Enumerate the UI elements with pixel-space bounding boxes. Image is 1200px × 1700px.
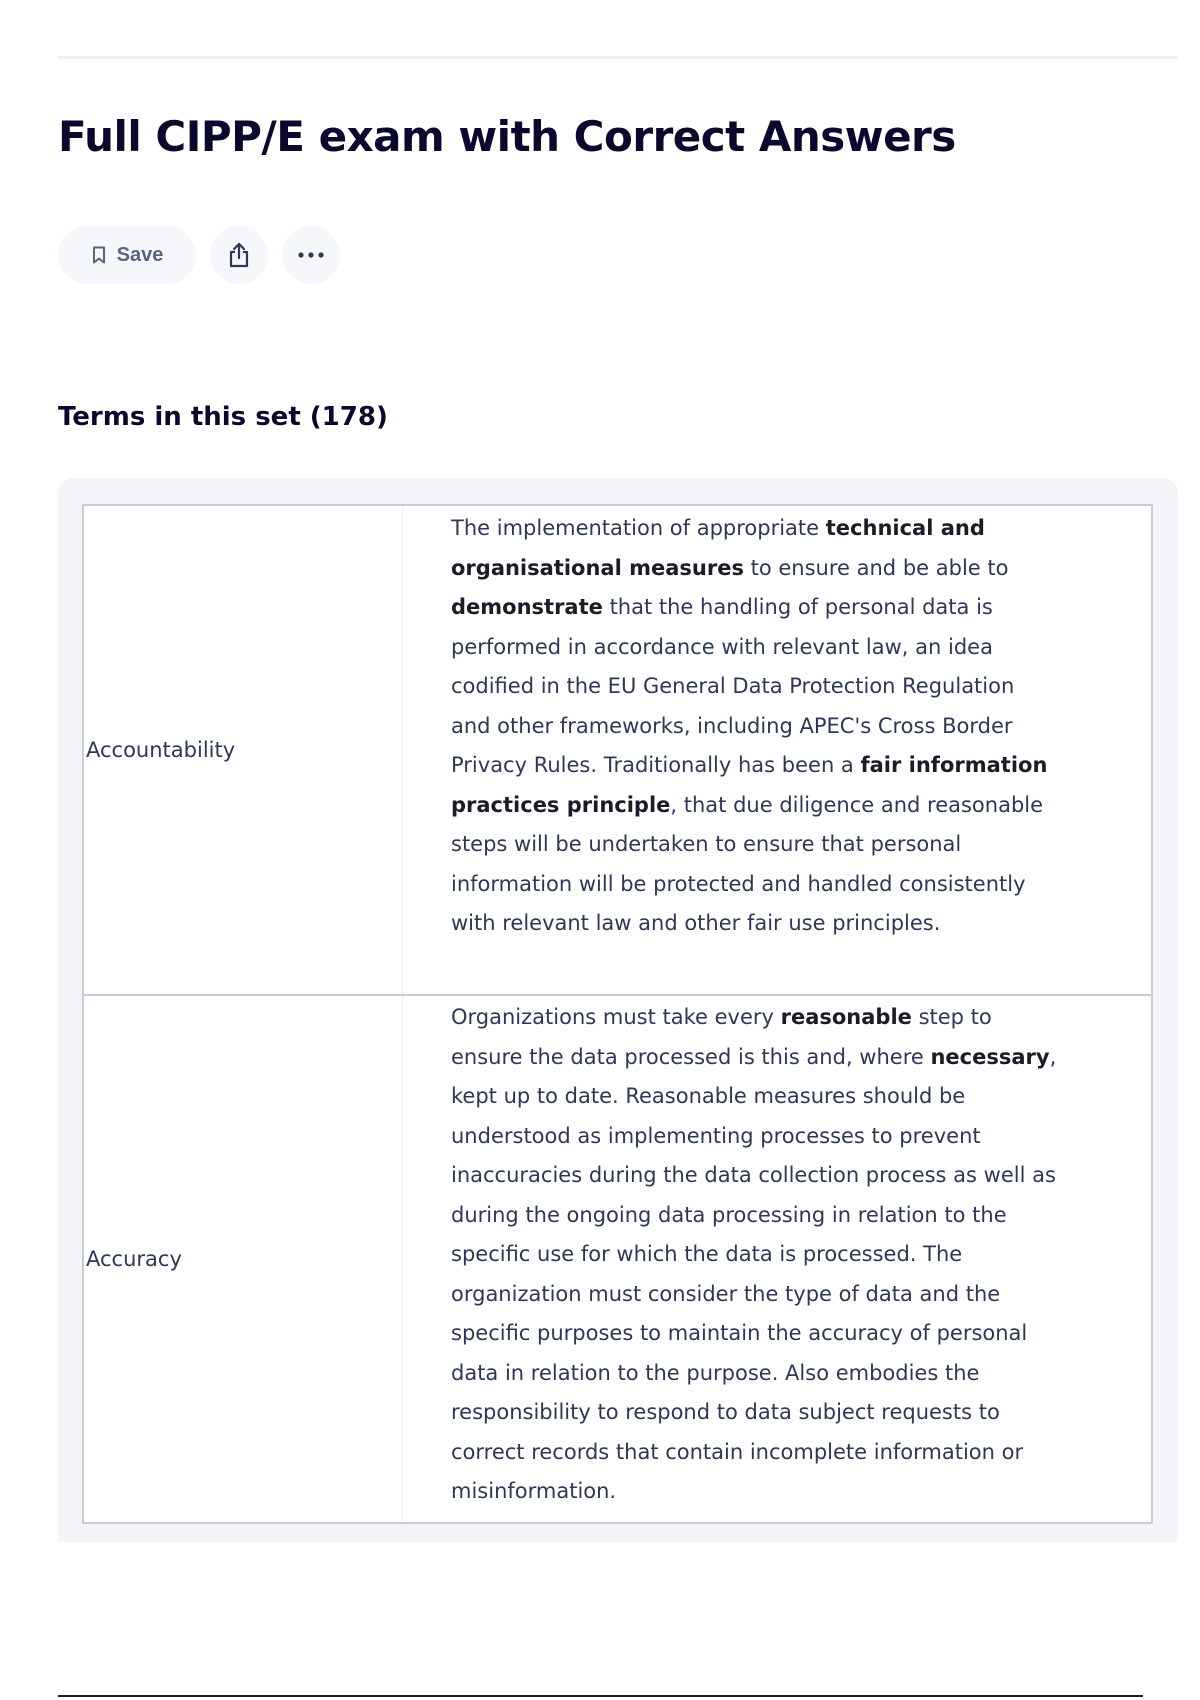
bookmark-icon <box>91 245 107 265</box>
top-divider <box>58 56 1178 59</box>
more-horizontal-icon <box>297 251 325 259</box>
definition-bold-text: demonstrate <box>451 595 603 619</box>
definition-text: , kept up to date. Reasonable measures should be understood as implementing processes to prevent inaccuracies during the data collection process as well as during the ongoing data processing in relation to the specific use for which the data is processed. The organization must consider the type of data and the specific purposes to maintain the accuracy of personal data in relation to the purpose. Also embodies the responsibility to respond to data subject requests to correct records that contain incomplete information or misinformation. <box>451 1044 1057 1503</box>
terms-table <box>82 504 1153 1524</box>
definition-text: The implementation of appropriate <box>451 516 826 540</box>
page-title: Full CIPP/E exam with Correct Answers <box>58 112 956 161</box>
definition-bold-text: reasonable <box>780 1005 912 1029</box>
definition-bold-text: technical and organisational measures <box>451 516 985 580</box>
save-button[interactable] <box>58 226 196 284</box>
term-row[interactable] <box>84 994 1151 1522</box>
action-bar <box>58 226 340 284</box>
more-options-button[interactable] <box>282 226 340 284</box>
save-button-label: Save <box>116 243 164 266</box>
term-word: Accuracy <box>84 996 403 1522</box>
definition-text: step to ensure the data processed is this and, where <box>451 1005 992 1069</box>
bottom-divider <box>58 1695 1143 1697</box>
definition-text: Organizations must take every <box>451 1005 781 1029</box>
definition-text: to ensure and be able to <box>743 555 1009 580</box>
term-definition <box>403 996 1151 1522</box>
share-icon <box>226 241 252 269</box>
definition-text: , that due diligence and reasonable steps will be undertaken to ensure that personal information will be protected and handled consistently with relevant law and other fair use principles. <box>451 792 1044 935</box>
definition-text: that the handling of personal data is performed in accordance with relevant law, an idea codified in the EU General Data Protection Regulation and other frameworks, including APEC's Cross Border Privacy Rules. Traditionally has been a <box>451 595 1015 777</box>
definition-bold-text: fair information practices principle <box>451 753 1048 817</box>
share-button[interactable] <box>210 226 268 284</box>
term-word: Accountability <box>84 506 403 994</box>
term-definition <box>403 506 1151 994</box>
terms-panel <box>58 478 1178 1542</box>
definition-bold-text: necessary <box>930 1044 1050 1069</box>
term-row[interactable] <box>84 506 1151 994</box>
terms-section-title: Terms in this set (178) <box>58 402 388 432</box>
